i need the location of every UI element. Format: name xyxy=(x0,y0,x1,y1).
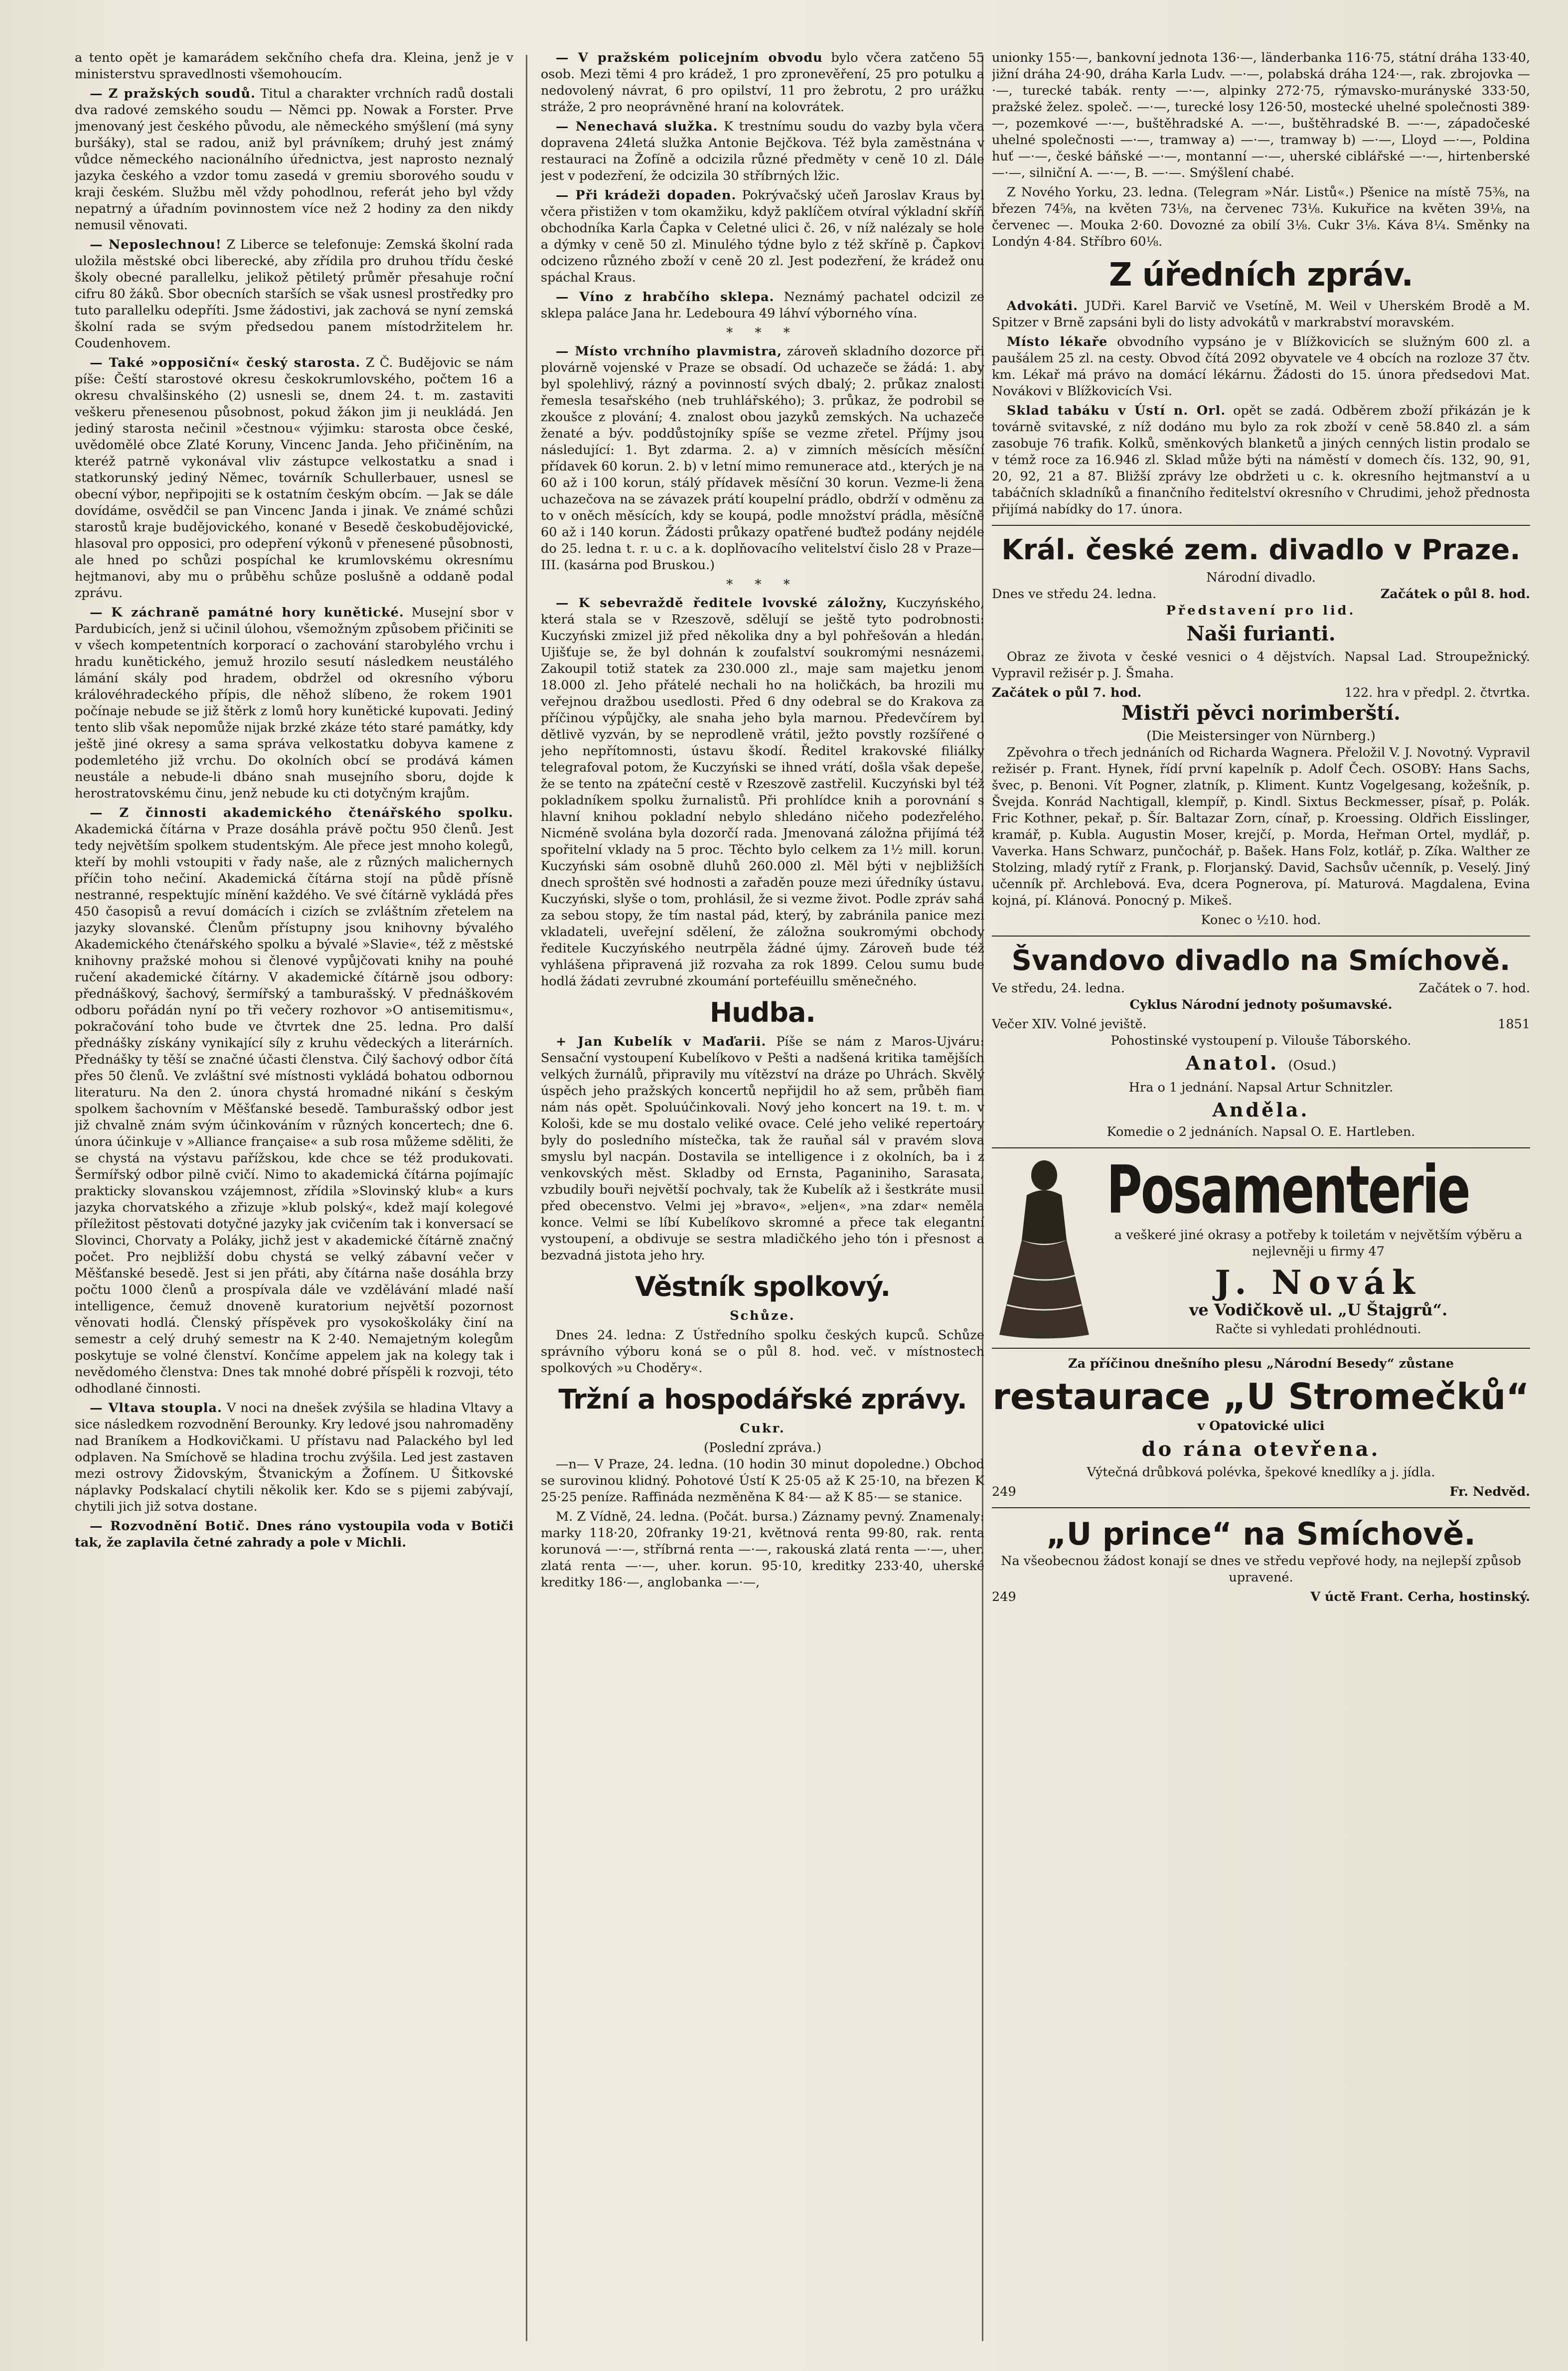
article-paragraph: — V pražském policejním obvodu bylo včera zatčeno 55 osob. Mezi těmi 4 pro krádež, 1 pro zpronevěření, 25 pro potulku a nedovolený návrat, 6 pro opilství, 11 pro žebrotu, 2 pro urážku stráže, 2 pro neoprávněné hraní na kolovrátek. xyxy=(541,50,984,115)
article-paragraph: M. Z Vídně, 24. ledna. (Počát. bursa.) Záznamy pevný. Znamenaly: marky 118·20, 20franky 19·21, květnová renta 99·80, rak. renta korunová —·—, stříbrná renta —·—, rakouská zlatá renta —·—, uher. zlatá renta —·—, uher. korun. 95·10, kreditky 233·40, uherské kreditky 186·—, anglobanka —·—, xyxy=(541,1509,984,1590)
play-title: Naši furianti. xyxy=(1186,622,1336,645)
theatre-date-row: Začátek o půl 7. hod. 122. hra v předpl. 2. čtvrtka. xyxy=(992,685,1530,700)
theatre-heading-svanda: Švandovo divadlo na Smíchově. xyxy=(1011,945,1511,977)
article-lead: — Neposlechnou! xyxy=(90,237,222,252)
article-lead: — Místo vrchního plavmistra, xyxy=(556,344,782,359)
advert-prince-title: „U prince“ na Smíchově. xyxy=(1046,1516,1476,1552)
advert-food: Výtečná drůbková polévka, špekové knedlíky a j. jídla. xyxy=(1087,1465,1435,1480)
article-paragraph: Advokáti. JUDři. Karel Barvič ve Vsetíně, M. Weil v Uherském Brodě a M. Spitzer v Brně zapsáni byli do listy advokátů v markrabství moravském. xyxy=(992,299,1530,330)
play-description: Obraz ze života v české vesnici o 4 dějstvích. Napsal Lad. Stroupežnický. Vypravil režisér p. J. Šmaha. xyxy=(992,649,1530,681)
advert-restaurant-title: restaurace „U Stromečků“ xyxy=(992,1376,1530,1418)
article-paragraph: — Víno z hrabčího sklepa. Neznámý pachatel odcizil ze sklepa paláce Jana hr. Ledebourа 49 láhví výborného vína. xyxy=(541,290,984,321)
article-lead: — Také »opposiční« český starosta. xyxy=(90,355,361,370)
article-paragraph: — Neposlechnou! Z Liberce se telefonuje: Zemská školní rada uložila městské obci liberecké, aby zřídila pro druhou třídu české školy obecné parallelku, jelikož pětiletý průměr přesahuje roční cifru 80 žáků. Sbor obecních starších se však usnesl prostředky pro tuto parallelku odepříti. Jsme žádostivi, jak zachová se nyní zemská školní rada se svým předsedou panem místodržitelem hr. Coudenhovem. xyxy=(75,237,513,351)
divider xyxy=(992,936,1530,937)
theatre-note: Představení pro lid. xyxy=(1166,603,1356,618)
article-paragraph: + Jan Kubelík v Maďarii. Píše se nám z Maros-Ujváru: Sensační vystoupení Kubelíkovo v Pešti a nadšená kritika tamějších velkých žurnálů, připravily mu vítězství na dráze po Uhrách. Skvělý úspěch jeho pražských koncertů nepřijdil ho až sem, průběh fiam nám nás opět. Spoluúčinkovali. Nový jeho koncert na 19. t. m. v Kološi, kde se mu dostalo veliké ovace. Celé jeho veliké repertoáry byly do posledního místečka, tak že rauňal sál v pravém slova smyslu byl nacpán. Dostavila se intelligence i z okolních, ba i z venkovských měst. Skladby od Ernsta, Paganiniho, Sarasata, vzbudily bouři největší pochvaly, tak že Kubelík až i šestkráte musil před obecenstvo. Velmi jej »bravo«, »eljen«, »na zdar« neměla konce. Velmi se líbí Kubelíkovo skromné a přece tak elegantní vystoupení, a obdivuje se sestra mladičkého jeho tón i přesnost a bezvadná jistota jeho hry. xyxy=(541,1034,984,1263)
subheading: Cukr. xyxy=(740,1421,785,1436)
article-lead: — K sebevraždě ředitele lvovské záložny, xyxy=(556,596,888,611)
theatre-heading-narodni: Král. české zem. divadlo v Praze. xyxy=(1001,534,1521,566)
article-paragraph: unionky 155·—, bankovní jednota 136·—, länderbanka 116·75, státní dráha 133·40, jižní dráha 24·90, dráha Karla Ludv. —·—, polabská dráha 124·—, rak. zbrojovka —·—, turecké tabák. renty —·—, alpinky 272·75, rýmavsko-murányské 333·50, pražské želez. společ. —·—, turecké losy 126·50, mostecké uhelné společnosti 389·—, pozemkové —·—, buštěhradské A. —·—, buštěhradské B. —·—, západočeské uhelné společnosti —·—, tramway a) —·—, tramway b) —·—, Lloyd —·—, Poldina huť —·—, české báňské —·—, montanní —·—, uherské ciblářské —·—, hirtenberské —·—, silniční A. —·—, B. —·—. Smýšlení chabé. xyxy=(992,50,1530,180)
advert-signature-row: 249 Fr. Nedvěd. xyxy=(992,1484,1530,1499)
play-title: Mistři pěvci norimberští. xyxy=(1121,701,1401,725)
advert-intro: Za příčinou dnešního plesu „Národní Besedy“ zůstane xyxy=(1068,1356,1454,1371)
article-paragraph: Dnes 24. ledna: Z Ústředního spolku českých kupců. Schůze správního výboru koná se o půl 8. hod. več. v místnostech spolkových »u Choděry«. xyxy=(541,1328,984,1376)
section-heading-trzni: Tržní a hospodářské zprávy. xyxy=(558,1384,967,1415)
article-paragraph: — K sebevraždě ředitele lvovské záložny, Kuczyńského, která stala se v Rzeszově, sdělují se ještě tyto podrobnosti: Kuczyński zmizel již před několika dny a byl pohřešován a hledán. Ujišťuje se, že byl dohnán k zoufalství soukromými nesnázemi. Zakoupil totiž statek za 230.000 zl., maje sam majetku jenom 18.000 zl. Jeho přátelé nechali ho na holičkách, ba hrozili mu veřejnou dražbou usedlosti. Před 6 dny odebral se do Krakova za příčinou výpůjčky, ale snaha jeho byla marnou. Předevčírem byl dětlivě vyzván, by se neprodleně vrátil, ježto povstly rozšířené o jeho nepřítomnosti, ústavu škodí. Ředitel krakovské filiálky telegrafoval potom, že Kuczyński se ihned vrátí, došla však depeše, že se tento na zpáteční cestě v Rzeszově zastřelil. Kuczyński byl též pokladníkem spolku žurnalistů. Při prohlídce knih a porovnání s hlavní knihou pokladní nebylo shledáno ničeho podezřelého. Nicméně svolána byla dozorčí rada. Jmenovaná záložna přijímá též spořitelní vklady na 5 proc. Těchto bylo celkem za 1½ mill. korun. Kuczyński sám osobně dluhů 260.000 zl. Měl býti v nejbližších dnech sproštěn své hodnosti a zařaděn pouze mezi úředníky ústavu. Kuczyński, slyše o tom, prohlásil, že si vezme život. Podle zpráv sahá za sebou stopy, že tím nastal pád, který, by zabránila panice mezi vkladateli, uveřejní sdělení, že záložna soukromými obchody ředitele Kuczyńského neutrpěla žádné újmy. Zároveň bude též vyhlášena připravená již rozvaha za rok 1899. Celou sumu bude hodlá žádati zevrubné zkoumání porteféuillu směnečného. xyxy=(541,596,984,989)
advert-address: ve Vodičkově ul. „U Štajgrů“. xyxy=(1189,1300,1448,1319)
article-lead: — Víno z hrabčího sklepa. xyxy=(556,290,775,305)
section-heading-vestnik: Věstník spolkový. xyxy=(634,1271,890,1302)
play-description: Zpěvohra o třech jednáních od Richarda Wagnera. Přeložil V. J. Novotný. Vypravil režisér p. Frant. Hynek, řídí první kapelník p. Adolf Čech. OSOBY: Hans Sachs, švec, p. Benoni. Vít Pogner, zlatník, p. Kliment. Kuntz Vogelgesang, kožešník, p. Švejda. Konrád Nachtigall, klempíř, p. Kindl. Sixtus Beckmesser, písař, p. Polák. Fric Kothner, pekař, p. Šír. Baltazar Zorn, cínař, p. Kroessing. Oldřich Eisslinger, kramář, p. Kubla. Augustin Moser, krejčí, p. Morda, Heřman Ortel, mydlář, p. Vaverka. Hans Schwarz, punčochář, p. Bašek. Hans Folz, kotlář, p. Zíka. Walther ze Stolzing, mladý rytíř z Frank, p. Florjanský. David, Sachsův učenník, p. Veselý. Jiný učenník př. Archlebová. Eva, dcera Pognerova, pí. Maturová. Magdalena, Evina kojná, pí. Klánová. Ponocný p. Mikeš. xyxy=(992,745,1530,908)
article-paragraph: — K záchraně památné hory kunětické. Musejní sbor v Pardubicích, jenž si učinil úlohou, všemožným způsobem přičiniti se v všech kompetentních korporací o zachování starobylého vrchu i hradu kunětického, jemuž hrozilo sesutí následkem neustálého lámání skály pod hradem, obdržel od okresního výboru královéhradeckého přípis, dle něhož slíbeno, že rokem 1901 počínaje nebude se již štěrk z lomů hory kunětické kupovati. Jediný tento slib však nepomůže nijak brzké zkáze této staré památky, kdy ještě jiné okresy a sama správa velkostatku dobyva kamene z podemletého již vrchu. Do okolních obcí se prodává kámen neustále a nebude-li dbáno snah musejního sboru, dojde k herostratovskému činu, jenž nebude ku cti dotyčným krajům. xyxy=(75,605,513,801)
divider xyxy=(992,1348,1530,1349)
section-heading-hudba: Hudba. xyxy=(710,997,815,1028)
subheading: Schůze. xyxy=(730,1308,795,1323)
advert-tagline: Račte si vyhledati prohlédnouti. xyxy=(1215,1322,1421,1337)
article-lead: Advokáti. xyxy=(1007,299,1078,314)
subheading-note: (Poslední zpráva.) xyxy=(703,1440,822,1455)
article-lead: — K záchraně památné hory kunětické. xyxy=(90,605,404,620)
article-paragraph: — Nenechavá služka. K trestnímu soudu do vazby byla včera dopravena 24letá služka Antonie Bejčkova. Též byla zaměstnána v restauraci na Žofíně a odcizila různé předměty v ceně 10 zl. Dále jest v podezření, že odcizila 30 stříbrných lžic. xyxy=(541,119,984,183)
article-paragraph: — Vltava stoupla. V noci na dnešek zvýšila se hladina Vltavy a sice následkem rozvodnění Berounky. Kry ledové jsou nahromaděny nad Braníkem a Hodkovičkami. U přístavu nad Palackého byl led odplaven. Na Smíchově se hladina trochu zvýšila. Led jest zastaven mezi ostrovy Židovským, Štvanickým a Žofínem. U Šitkovské náplavky Podskalací chytili několik ker. Kdo se s pijemi zabývají, chytili jich již sotva dostane. xyxy=(75,1401,513,1514)
play-title: Anděla. xyxy=(1212,1099,1310,1121)
play-end: Konec o ½10. hod. xyxy=(1201,913,1321,928)
article-paragraph: Z Nového Yorku, 23. ledna. (Telegram »Nár. Listů«.) Pšenice na místě 75⅜, na březen 74⅝, na květen 73⅛, na červenec 73⅛. Kukuřice na květen 39⅛, na červenec —. Mouka 2·60. Dovozné za obilí 3⅛. Cukr 3⅛. Káva 8¼. Směnky na Londýn 4·84. Stříbro 60⅛. xyxy=(992,185,1530,249)
divider xyxy=(992,525,1530,526)
advert-text: a veškeré jiné okrasy a potřeby k toiletám v největším výběru a nejlevněji u firmy 47 xyxy=(1114,1228,1523,1259)
article-paragraph: — Místo vrchního plavmistra, zároveň skladního dozorce při plovárně vojenské v Praze se obsadí. Od uchazeče se žádá: 1. aby byl spolehlivý, rázný a povinností svých dbalý; 2. průkaz znalosti řemesla tesařského (neb truhlářského); 3. průkaz, že podrobil se zkoušce z plování; 4. znalost obou jazyků zemských. Na uchazeče ženaté a býv. poddůstojníky spíše se vezme zřetel. Příjmy jsou následující: 1. Byt zdarma. 2. a) v zimních měsících měsíční přídavek 60 korun. 2. b) v letní mimo remunerace atd., kterých je na 60 až i 100 korun, stálý přídavek měsíční 30 korun. Vezme-li žena uchazečova na se závazek prátí koupelní prádlo, obdrží v odměnu za to v oněch měsících, kdy se koupá, podle množství prádla, měsíčně 60 až i 140 korun. Žádosti průkazy opatřené buďtež podány nejdéle do 25. ledna t. r. u c. a k. doplňovacího velitelství čislo 28 v Praze—III. (kasárna pod Bruskou.) xyxy=(541,344,984,573)
article-lead: Sklad tabáku v Ústí n. Orl. xyxy=(1007,403,1226,418)
article-lead: — Při krádeži dopaden. xyxy=(556,188,737,203)
play-title: Anatol. (Osud.) xyxy=(1185,1052,1337,1074)
article-paragraph: a tento opět je kamarádem sekčního chefa dra. Kleina, jenž je v ministerstvu spravedlnosti všemohoucím. xyxy=(75,50,513,82)
divider xyxy=(992,1507,1530,1508)
article-paragraph: — Rozvodnění Botič. Dnes ráno vystoupila voda v Botiči tak, že zaplavila četné zahrady a pole v Michli. xyxy=(75,1519,513,1550)
advert-firm: J. Novák xyxy=(1215,1263,1422,1302)
play-subtitle: (Die Meistersinger von Nürnberg.) xyxy=(1146,729,1376,744)
section-heading-uradni: Z úředních zpráv. xyxy=(1109,257,1413,294)
article-lead: — Z pražských soudů. xyxy=(90,86,256,101)
column-left xyxy=(75,50,513,2351)
article-lead: — Rozvodnění Botič. xyxy=(90,1519,250,1534)
column-right xyxy=(992,50,1530,2351)
section-stars: * * * xyxy=(726,577,799,592)
advert-opening: do rána otevřena. xyxy=(1141,1437,1381,1461)
article-lead: Místo lékaře xyxy=(1007,334,1108,349)
article-paragraph: Místo lékaře obvodního vypsáno je v Blížkovicích se služným 600 zl. a paušálem 25 zl. na cesty. Obvod čítá 2092 obyvatele ve 4 obcích na rozloze 37 čtv. km. Lékař má právo na domácí lékárnu. Žádosti do 15. února předsedovi Mat. Novákovi v Blížkovicích Vsi. xyxy=(992,334,1530,399)
theatre-date-row: Dnes ve středu 24. ledna. Začátek o půl 8. hod. xyxy=(992,587,1530,602)
dress-figure-icon xyxy=(992,1155,1097,1340)
play-description: Komedie o 2 jednáních. Napsal O. E. Hartleben. xyxy=(1106,1124,1415,1139)
article-lead: — Z činnosti akademického čtenářského spolku. xyxy=(90,805,513,820)
advert-title: Posamenterie xyxy=(1106,1152,1469,1229)
advert-posamenterie xyxy=(992,1152,1530,1341)
article-lead: + Jan Kubelík v Maďarii. xyxy=(556,1034,767,1049)
advert-text: Na všeobecnou žádost konají se dnes ve středu vepřové hody, na nejlepší způsob upravené. xyxy=(1001,1554,1521,1585)
divider xyxy=(992,1147,1530,1148)
article-paragraph: — Z pražských soudů. Titul a charakter vrchních radů dostali dva radové zemského soudu — Němci pp. Nowak a Forster. Prve jmenovaný jest českého původu, ale německého smýšlení (má syny buršáky), stal se radou, aniž byl právníkem; druhý jest známý vůdce německého nacionálního úřednictva, jest naprosto neznalý jazyka českého a vzdor tomu zasedá v gremiu sborového soudu v kraji českém. Službu měl vždy pohodlnou, referát jeho byl vždy nepatrný a úřadním povinnostem více než 2 hodiny za den nikdy nemusil věnovati. xyxy=(75,86,513,233)
article-lead: — V pražském policejním obvodu xyxy=(556,50,823,65)
article-lead: — Nenechavá služka. xyxy=(556,119,718,134)
section-stars: * * * xyxy=(726,325,799,340)
column-middle xyxy=(541,50,984,2351)
theatre-date-row: Ve středu, 24. ledna. Začátek o 7. hod. xyxy=(992,981,1530,996)
theatre-date-row: Večer XIV. Volné jeviště. 1851 xyxy=(992,1017,1530,1032)
article-paragraph: — Při krádeži dopaden. Pokrývačský učeň Jaroslav Kraus byl včera přistižen v tom okamžiku, když paklíčem otvíral výkladní skříň obchodníka Karla Čapka v Celetné ulici č. 26, v níž nalézaly se hole a dýmky v ceně 50 zl. Minulého týdne bylo z též skříně p. Čapkovi odcizeno různého zboží v ceně 20 zl. Jest podezření, že krádež onu spáchal Kraus. xyxy=(541,188,984,285)
article-lead: — Vltava stoupla. xyxy=(90,1401,222,1416)
play-description: Hra o 1 jednání. Napsal Artur Schnitzler. xyxy=(1128,1080,1394,1095)
advert-location: v Opatovické ulici xyxy=(1197,1419,1325,1433)
column-rule xyxy=(526,55,527,2341)
theatre-note: Pohostinské vystoupení p. Viloušе Táborského. xyxy=(1110,1033,1411,1048)
theatre-note: Cyklus Národní jednoty pošumavské. xyxy=(1129,997,1393,1012)
theatre-subheading: Národní divadlo. xyxy=(1206,570,1316,585)
advert-signature-row: 249 V úctě Frant. Cerha, hostinský. xyxy=(992,1589,1530,1604)
article-paragraph: — Z činnosti akademického čtenářského spolku. Akademická čítárna v Praze dosáhla právě počtu 950 členů. Jest tedy největším spolkem studentským. Ale přece jest mnoho kolegů, kteří by mohli vstoupiti v řady naše, ale z různých malichernych příčin toho nečiní. Akademická čítárna stojí na půdě přísně nestranné, respektujíc mínění každého. Ve své čítárně vykládá přes 450 časopisů a revuí domácích i cizích se zvláštním zřetelem na jazyky slovanské. Členům přístupny jsou knihovny bývalého Akademického čtenářského spolku a bývalé »Slavie«, též z městské knihovny pražské mohou si členové vypůjčovati knihy na pouhé ručení akademické čítárny. V akademické čítárně jsou odbory: přednáškový, šachový, šermířský a tamburašský. V přednáškovém odboru pořádán nyní po tři večery rozhovor »O antisemitismu«, pokračování toho bude ve čtvrtek dne 25. ledna. Pro další přednášky získány vynikající síly z kruhu vědeckých a literárních. Přednášky ty těší se značné účasti členstva. Čilý šachový odbor čítá přes 50 členů. Ve zvláštní své místnosti vykládá bohatou odbornou literaturu. Na den 2. února chystá hromadné nikání s českým spolkem šachovním v Měšťanské besedě. Tamburašský odbor jest již chvalně znám svým účinkováním v různých koncertech; dne 6. února účinkuje v »Alliance française« a sub rosa můžeme sděliti, že se chystá na výstavu pařížskou, kde chce se též produkovati. Šermířský odbor pilně cvičí. Nimo to akademická čítárna pojímajíc prakticky slovanskou vzájemnost, zřídila »Slovinský klub« a kurs jazyka chorvatského a zřizuje »klub polský«, kdež mají kolegové příležitost pěstovati dotyčné jazyky jak cvičením tak i konversací se Slovinci, Chorvaty a Poláky, jichž jest v akademické čítárně značný počet. Pro nejbližší dobu chystá se velký zábavní večer v Měšťanské besedě. Jest si jen přáti, aby čítárna naše dosáhla brzy počtu 1000 členů a prospívala dále ve vzdělávání mladé naší intelligence, čemuž dnoveně kuratorium největší pozornost věnovati hodlá. Členský příspěvek pro vysokoškoláky činí na semestr a celý druhý semestr na K 2·40. Nemajetným kolegům poskytuje se volné členství. Končíme appelem jak na kolegy tak i nevědomého členstva: Dnes tak mnohé dobré příspěli k rozvoji, této odhodlané činnosti. xyxy=(75,805,513,1396)
article-paragraph: —n— V Praze, 24. ledna. (10 hodin 30 minut dopoledne.) Obchod se surovinou klidný. Pohotové Ústí K 25·05 až K 25·10, na březen K 25·25 peníze. Raffináda nezměněna K 84·— až K 85·— se stanice. xyxy=(541,1457,984,1505)
article-paragraph: — Také »opposiční« český starosta. Z Č. Budějovic se nám píše: Čeští starostové okresu českokrumlovského, počtem 16 a okresu chvalšinského (2) usnesli se, dnem 24. t. m. zastaviti veškeru přenesenou působnost, pokud žákon jim ji neukládá. Jen jediný starosta nečinil »čestnou« výjimku: starosta obce české, uvědomělé obce Zlaté Koruny, Vincenc Janda. Jeho přičiněním, na kteréž patrně vykonával vliv zástupce velkostatku a snad i statkorunský jediný Němec, továrník Schullerbauer, usnesl se obecní výbor, nepřipojiti se k ostatním českým obcím. — Jak se dále dovídáme, osvědčil se pan Vincenc Janda i jinak. Ve známé schůzi starostů kraje budějovického, konané v Besedě českobudějovické, hlasoval pro opposici, pro odepření výkonů v přenesené působnosti, ale hned po schůzi pospíchal ke krumlovskému okresnímu hejtmanovi, aby mu o průběhu schůze poslušně a oddaně podal zprávu. xyxy=(75,355,513,601)
article-paragraph: Sklad tabáku v Ústí n. Orl. opět se zadá. Odběrem zboží přikázán je k továrně svitavské, z níž dodáno mu bylo za rok zboží v ceně 58.840 zl. a sám zasobuje 76 trafik. Kolků, směnkových blanketů a jiných cenných listin prodalo se v témž roce za 16.946 zl. Sklad může býti na náměstí v domech čís. 132, 90, 91, 20, 92, 21 a 87. Bližší zprávy lze obdržeti u c. k. okresního hejtmanství a u tabáčních skladníků a finančního ředitelství okresního v Chrudimi, jehož přednosta přijímá nabídky do 17. února. xyxy=(992,403,1530,517)
